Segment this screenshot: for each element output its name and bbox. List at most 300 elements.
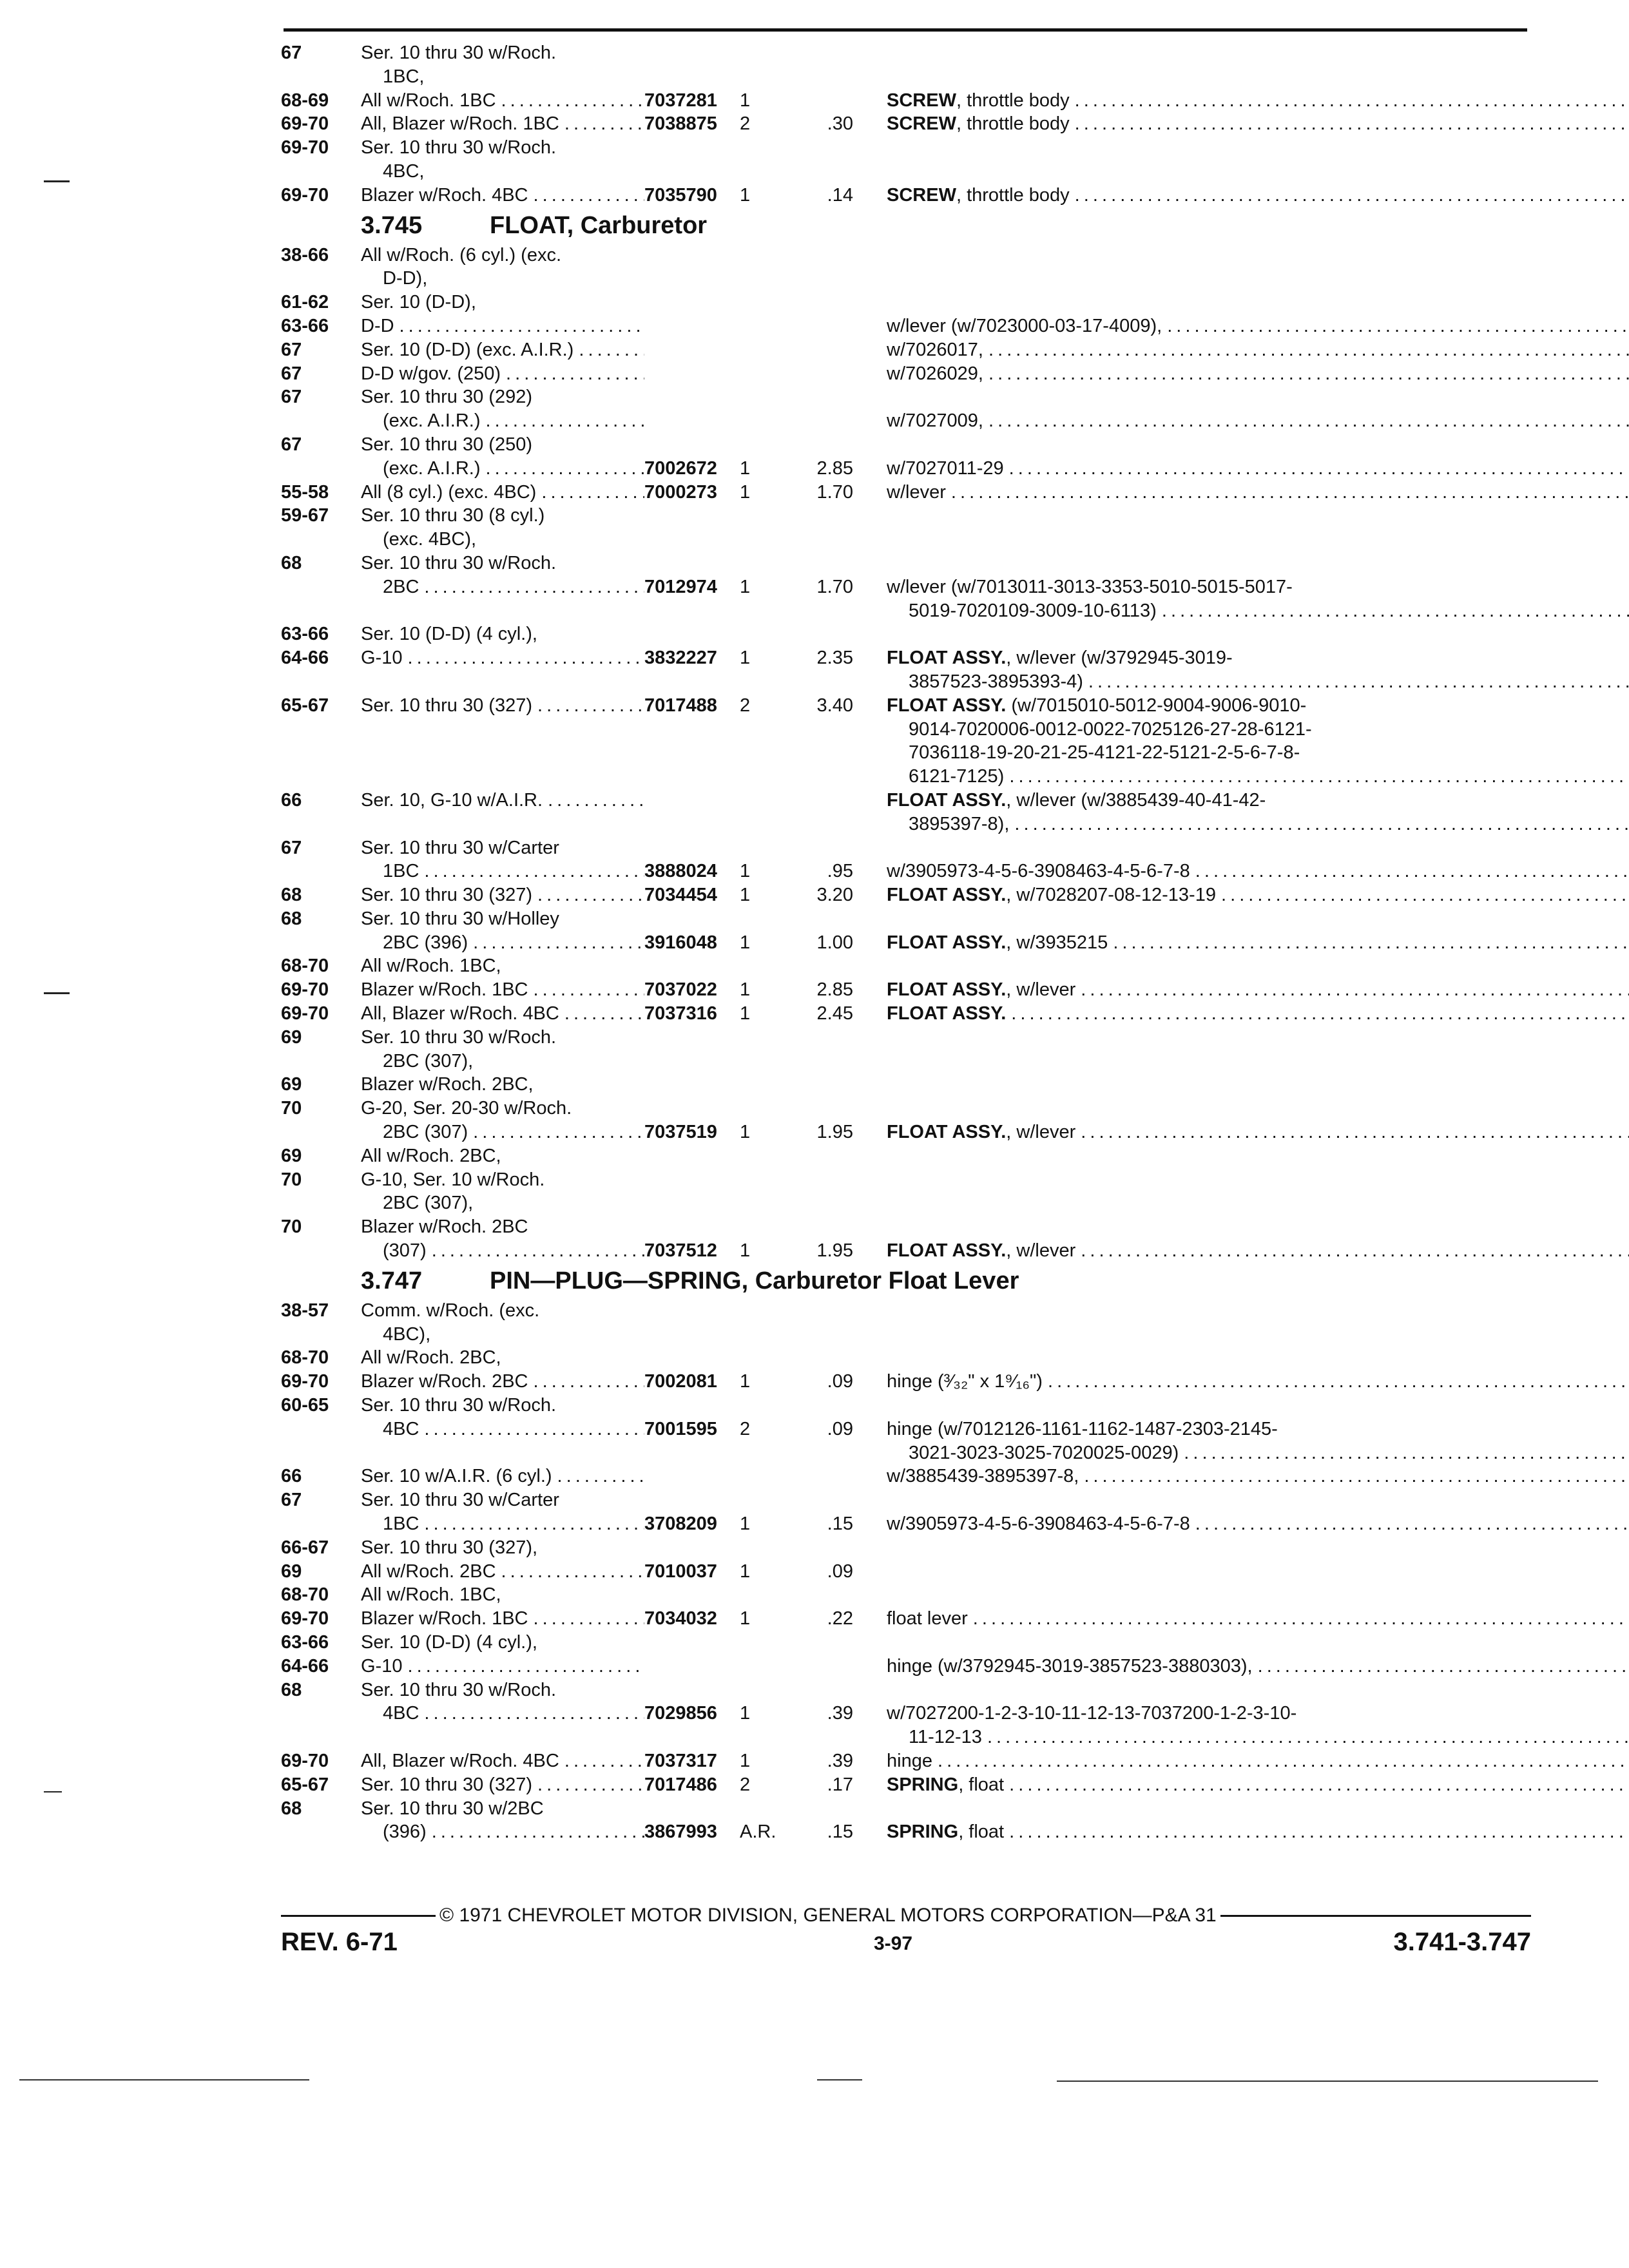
application — [361, 1002, 644, 1026]
price-line — [791, 409, 853, 433]
description-text: w/3885439-3895397-8, — [887, 1466, 1079, 1487]
quantity-line — [740, 599, 791, 623]
description-line — [887, 385, 1629, 409]
price-line — [791, 1465, 853, 1488]
price — [791, 1097, 853, 1144]
application — [361, 789, 644, 836]
description — [853, 789, 1629, 836]
price-line — [791, 552, 853, 575]
catalog-row — [281, 907, 1528, 955]
description-text — [887, 1631, 892, 1655]
price — [791, 789, 853, 836]
description-text: SPRING, float — [887, 1774, 1005, 1795]
description — [853, 112, 1629, 136]
price — [791, 291, 853, 314]
part-number — [644, 907, 740, 955]
description — [853, 244, 1528, 291]
quantity-line — [740, 1631, 791, 1655]
model-year: 70 — [281, 1216, 302, 1238]
model-year: 67 — [281, 1490, 302, 1511]
application-text: Ser. 10 thru 30 (327) — [361, 885, 532, 906]
part-number-line: 3867993 — [644, 1821, 717, 1843]
catalog-row — [281, 1346, 1528, 1370]
description-line — [887, 670, 1629, 694]
quantity-line — [740, 409, 791, 433]
quantity-line — [740, 1215, 791, 1239]
part-number-line — [644, 907, 740, 931]
application-line — [361, 433, 644, 457]
price — [791, 504, 853, 552]
application-text: Ser. 10 thru 30 w/Holley — [361, 908, 559, 929]
quantity-line: 1 — [740, 1703, 751, 1724]
application-text: Ser. 10 thru 30 w/Roch. — [361, 1395, 557, 1416]
description-text: FLOAT ASSY. (w/7015010-5012-9004-9006-9010- — [887, 695, 1307, 716]
catalog-row — [281, 1797, 1528, 1845]
application — [361, 1488, 644, 1536]
quantity-line — [740, 1073, 791, 1097]
application-line — [361, 1168, 644, 1192]
application-text: D-D w/gov. (250) — [361, 363, 501, 384]
application-text: 2BC (396) — [383, 932, 468, 953]
price-line — [791, 741, 853, 765]
description — [853, 1631, 1528, 1655]
quantity-line — [740, 907, 791, 931]
quantity — [740, 184, 791, 207]
part-number-line — [644, 41, 740, 65]
application-line — [361, 1583, 644, 1607]
part-number — [644, 954, 740, 978]
quantity-line: A.R. — [740, 1821, 776, 1843]
application — [361, 622, 644, 646]
description-keyword: FLOAT ASSY. — [887, 1003, 1007, 1024]
description-text: FLOAT ASSY., w/lever — [887, 1122, 1076, 1143]
application-line — [361, 1215, 644, 1239]
description-text — [887, 622, 892, 646]
part-number-line — [644, 409, 740, 433]
part-number-line — [644, 291, 740, 314]
part-number-line — [644, 1394, 740, 1418]
description-keyword: SCREW — [887, 90, 956, 111]
price-line — [791, 1215, 853, 1239]
application-line — [361, 883, 644, 907]
part-number-line — [644, 1299, 740, 1323]
catalog-row — [281, 978, 1528, 1002]
description-text — [887, 1583, 892, 1607]
price-line — [791, 433, 853, 457]
quantity — [740, 1536, 791, 1560]
model-year: 61-62 — [281, 292, 329, 313]
application — [361, 504, 644, 552]
quantity — [740, 694, 791, 789]
model-year: 68 — [281, 885, 302, 906]
model-year: 69 — [281, 1026, 302, 1048]
price — [791, 1773, 853, 1797]
scan-edge-line — [1057, 2081, 1598, 2082]
quantity — [740, 1631, 791, 1655]
application — [361, 1655, 644, 1678]
quantity-line — [740, 1323, 791, 1347]
price-line: 2.45 — [816, 1003, 853, 1024]
model-year: 68 — [281, 1679, 302, 1700]
description-text — [887, 1144, 892, 1168]
description-text — [887, 1488, 892, 1512]
quantity — [740, 1488, 791, 1536]
model-year: 69-70 — [281, 1371, 329, 1392]
description-line — [887, 1418, 1629, 1441]
description-text: w/7026017, — [887, 339, 983, 360]
application-line — [361, 622, 644, 646]
application-line — [361, 1144, 644, 1168]
part-number — [644, 1678, 740, 1749]
catalog-row — [281, 1026, 1528, 1073]
quantity — [740, 1797, 791, 1845]
quantity-line — [740, 160, 791, 184]
price-line — [791, 812, 853, 836]
price — [791, 136, 853, 184]
price-line — [791, 907, 853, 931]
description-text — [887, 1394, 892, 1418]
part-number — [644, 836, 740, 884]
price-line — [791, 1631, 853, 1655]
application-line — [361, 860, 644, 883]
application-line — [361, 954, 644, 978]
application — [361, 136, 644, 184]
model-year: 69 — [281, 1074, 302, 1095]
part-number — [644, 1370, 740, 1394]
application — [361, 836, 644, 884]
description-text: 6121-7125) — [909, 766, 1005, 787]
description — [853, 41, 1528, 89]
part-number — [644, 291, 740, 314]
part-number-line — [644, 1026, 740, 1050]
application-text: 4BC — [383, 1703, 419, 1724]
application-line — [361, 1418, 644, 1441]
description-text — [887, 954, 892, 978]
application-text: Ser. 10 (D-D) (4 cyl.), — [361, 624, 537, 645]
quantity-line: 1 — [740, 885, 751, 906]
part-number-line — [644, 741, 740, 765]
quantity-line: 2 — [740, 113, 751, 135]
quantity — [740, 1560, 791, 1584]
part-number — [644, 184, 740, 207]
part-number — [644, 978, 740, 1002]
description-line — [887, 1749, 1629, 1773]
application-text: All, Blazer w/Roch. 4BC — [361, 1750, 559, 1771]
price — [791, 112, 853, 136]
part-number-line — [644, 385, 740, 409]
description-text: FLOAT ASSY., w/lever (w/3885439-40-41-42- — [887, 789, 1266, 811]
price — [791, 385, 853, 433]
price — [791, 954, 853, 978]
quantity-line: 1 — [740, 1608, 751, 1629]
description-line — [887, 457, 1629, 481]
price — [791, 1583, 853, 1607]
description-text: w/lever — [887, 481, 946, 503]
part-number-line — [644, 1073, 740, 1097]
application-line — [361, 1797, 644, 1821]
quantity — [740, 1073, 791, 1097]
description-text — [887, 552, 892, 575]
description — [853, 385, 1629, 433]
application — [361, 1026, 644, 1073]
quantity-line — [740, 136, 791, 160]
price-line: .09 — [827, 1371, 853, 1392]
price-line — [791, 1323, 853, 1347]
description — [853, 362, 1629, 386]
description-line — [887, 291, 1528, 314]
description-line — [887, 741, 1629, 765]
quantity — [740, 1583, 791, 1607]
application — [361, 291, 644, 314]
quantity — [740, 1655, 791, 1678]
description-line — [887, 694, 1629, 718]
price — [791, 836, 853, 884]
description-line — [887, 1678, 1629, 1702]
description-line — [887, 338, 1629, 362]
description — [853, 291, 1528, 314]
application-line — [361, 457, 644, 481]
description — [853, 314, 1629, 338]
quantity — [740, 385, 791, 433]
price-line — [791, 1488, 853, 1512]
description-text — [887, 1536, 892, 1560]
price — [791, 907, 853, 955]
part-number-line — [644, 1631, 740, 1655]
quantity — [740, 1002, 791, 1026]
description — [853, 1583, 1528, 1607]
price-line: .15 — [827, 1514, 853, 1535]
price — [791, 1168, 853, 1216]
description-text: hinge (w/7012126-1161-1162-1487-2303-2145- — [887, 1418, 1278, 1439]
price-line: 1.95 — [816, 1122, 853, 1143]
application — [361, 1678, 644, 1749]
application-line — [361, 1607, 644, 1631]
model-year: 69 — [281, 1145, 302, 1166]
application — [361, 1536, 644, 1560]
description-keyword: FLOAT ASSY. — [887, 885, 1007, 906]
description-line — [887, 409, 1629, 433]
part-number — [644, 362, 740, 386]
description — [853, 1749, 1629, 1773]
quantity-line — [740, 244, 791, 267]
catalog-row — [281, 646, 1528, 694]
description-line — [887, 789, 1629, 812]
description — [853, 1607, 1629, 1631]
application-line — [361, 1560, 644, 1584]
description-text: SCREW, throttle body — [887, 113, 1070, 135]
application-text: 1BC — [383, 1514, 419, 1535]
price — [791, 552, 853, 622]
quantity-line — [740, 385, 791, 409]
part-number-line — [644, 433, 740, 457]
description-line — [887, 314, 1629, 338]
quantity-line — [740, 552, 791, 575]
application-line — [361, 1655, 644, 1678]
application-line — [361, 694, 644, 718]
quantity-line: 1 — [740, 184, 751, 206]
description-line — [887, 1441, 1629, 1465]
quantity — [740, 646, 791, 694]
application-text: Ser. 10 thru 30 w/2BC — [361, 1798, 544, 1819]
application-line — [361, 907, 644, 931]
description-text — [887, 1299, 892, 1323]
description-line — [887, 718, 1629, 742]
description-text: 3895397-8), — [909, 813, 1010, 834]
application-line — [361, 267, 644, 291]
application-text: (exc. A.I.R.) — [383, 457, 481, 479]
price-line — [791, 1026, 853, 1050]
part-number-line: 7037519 — [644, 1122, 717, 1143]
part-number — [644, 1097, 740, 1144]
description — [853, 338, 1629, 362]
description-line — [887, 1026, 1528, 1050]
price-line: .95 — [827, 861, 853, 882]
description-text: w/7026029, — [887, 363, 983, 384]
catalog-row — [281, 1678, 1528, 1749]
description-line — [887, 433, 1629, 457]
description — [853, 1465, 1629, 1488]
price-line — [791, 670, 853, 694]
application-line — [361, 528, 644, 552]
description-line — [887, 1536, 1528, 1560]
price — [791, 622, 853, 646]
part-number-line: 7034032 — [644, 1608, 717, 1629]
application — [361, 314, 644, 338]
model-year: 68 — [281, 908, 302, 929]
application-line — [361, 1002, 644, 1026]
section-heading — [281, 207, 1528, 244]
model-year: 68-69 — [281, 90, 329, 111]
price-line — [791, 1583, 853, 1607]
description — [853, 1097, 1629, 1144]
footer-rule — [1220, 1915, 1531, 1917]
application-line — [361, 1120, 644, 1144]
copyright-line — [281, 1905, 1531, 1927]
application — [361, 1560, 644, 1584]
model-year: 66-67 — [281, 1537, 329, 1558]
description-line — [887, 1797, 1629, 1821]
quantity-line — [740, 1346, 791, 1370]
part-number — [644, 244, 740, 291]
description-text: hinge — [887, 1750, 932, 1771]
application-line — [361, 575, 644, 599]
quantity-line — [740, 1168, 791, 1192]
part-number — [644, 1797, 740, 1845]
description — [853, 1346, 1528, 1370]
section-title: FLOAT, Carburetor — [490, 211, 708, 239]
description-text — [887, 1097, 892, 1120]
price-line: .15 — [827, 1821, 853, 1843]
model-year: 67 — [281, 387, 302, 408]
description — [853, 1488, 1629, 1536]
price-line — [791, 1797, 853, 1821]
description-line — [887, 1725, 1629, 1749]
application-line — [361, 1488, 644, 1512]
application-line — [361, 1026, 644, 1050]
description — [853, 694, 1629, 789]
quantity — [740, 1749, 791, 1773]
catalog-row — [281, 136, 1528, 184]
part-number-line: 7037281 — [644, 90, 717, 111]
application-text: (exc. A.I.R.) — [383, 410, 481, 432]
description-text: w/7027011-29 — [887, 457, 1004, 479]
price — [791, 89, 853, 113]
application-line — [361, 112, 644, 136]
quantity-line — [740, 741, 791, 765]
application-text: All, Blazer w/Roch. 1BC — [361, 113, 559, 135]
application-text: G-10, Ser. 10 w/Roch. — [361, 1169, 545, 1190]
description-text: w/7027200-1-2-3-10-11-12-13-7037200-1-2-3-10- — [887, 1703, 1297, 1724]
quantity — [740, 1026, 791, 1073]
catalog-row — [281, 954, 1528, 978]
model-year: 69-70 — [281, 137, 329, 159]
part-number-line — [644, 1215, 740, 1239]
part-number-line — [644, 65, 740, 89]
description-keyword: FLOAT ASSY. — [887, 648, 1007, 669]
application-text: D-D), — [383, 268, 428, 289]
application-text: (307) — [383, 1240, 427, 1262]
quantity — [740, 552, 791, 622]
application — [361, 1631, 644, 1655]
catalog-row — [281, 291, 1528, 314]
price — [791, 1299, 853, 1347]
quantity-line: 1 — [740, 979, 751, 1001]
application — [361, 1299, 644, 1347]
price-line — [791, 65, 853, 89]
description-line — [887, 1560, 1528, 1584]
catalog-row — [281, 1168, 1528, 1216]
part-number-line: 7037317 — [644, 1750, 717, 1771]
section-title: PIN—PLUG—SPRING, Carburetor Float Lever — [490, 1267, 1019, 1294]
model-year: 69-70 — [281, 1003, 329, 1024]
application-line — [361, 1050, 644, 1073]
quantity — [740, 1607, 791, 1631]
application — [361, 1346, 644, 1370]
application — [361, 244, 644, 291]
part-number — [644, 1488, 740, 1536]
application-line — [361, 646, 644, 670]
part-number-line — [644, 1323, 740, 1347]
description — [853, 1026, 1528, 1073]
application-line — [361, 1299, 644, 1323]
model-year: 68 — [281, 552, 302, 573]
description — [853, 907, 1629, 955]
part-number-line — [644, 1191, 740, 1215]
description-keyword: SCREW — [887, 113, 956, 135]
part-number-line: 7035790 — [644, 184, 717, 206]
price — [791, 481, 853, 505]
application-line — [361, 409, 644, 433]
quantity-line — [740, 41, 791, 65]
catalog-row — [281, 789, 1528, 836]
description-text: FLOAT ASSY., w/lever (w/3792945-3019- — [887, 648, 1233, 669]
quantity-line: 1 — [740, 1003, 751, 1024]
application-text: Ser. 10 w/A.I.R. (6 cyl.) — [361, 1466, 552, 1487]
description-line — [887, 575, 1629, 599]
description-line — [887, 41, 1528, 65]
price-line: .14 — [827, 184, 853, 206]
description-keyword: SPRING — [887, 1774, 959, 1795]
part-number-line — [644, 1655, 740, 1678]
part-number — [644, 89, 740, 113]
part-number-line: 7038875 — [644, 113, 717, 135]
application-line — [361, 931, 644, 955]
part-number — [644, 481, 740, 505]
price-line — [791, 291, 853, 314]
quantity — [740, 314, 791, 338]
part-number-line — [644, 622, 740, 646]
price — [791, 1370, 853, 1394]
